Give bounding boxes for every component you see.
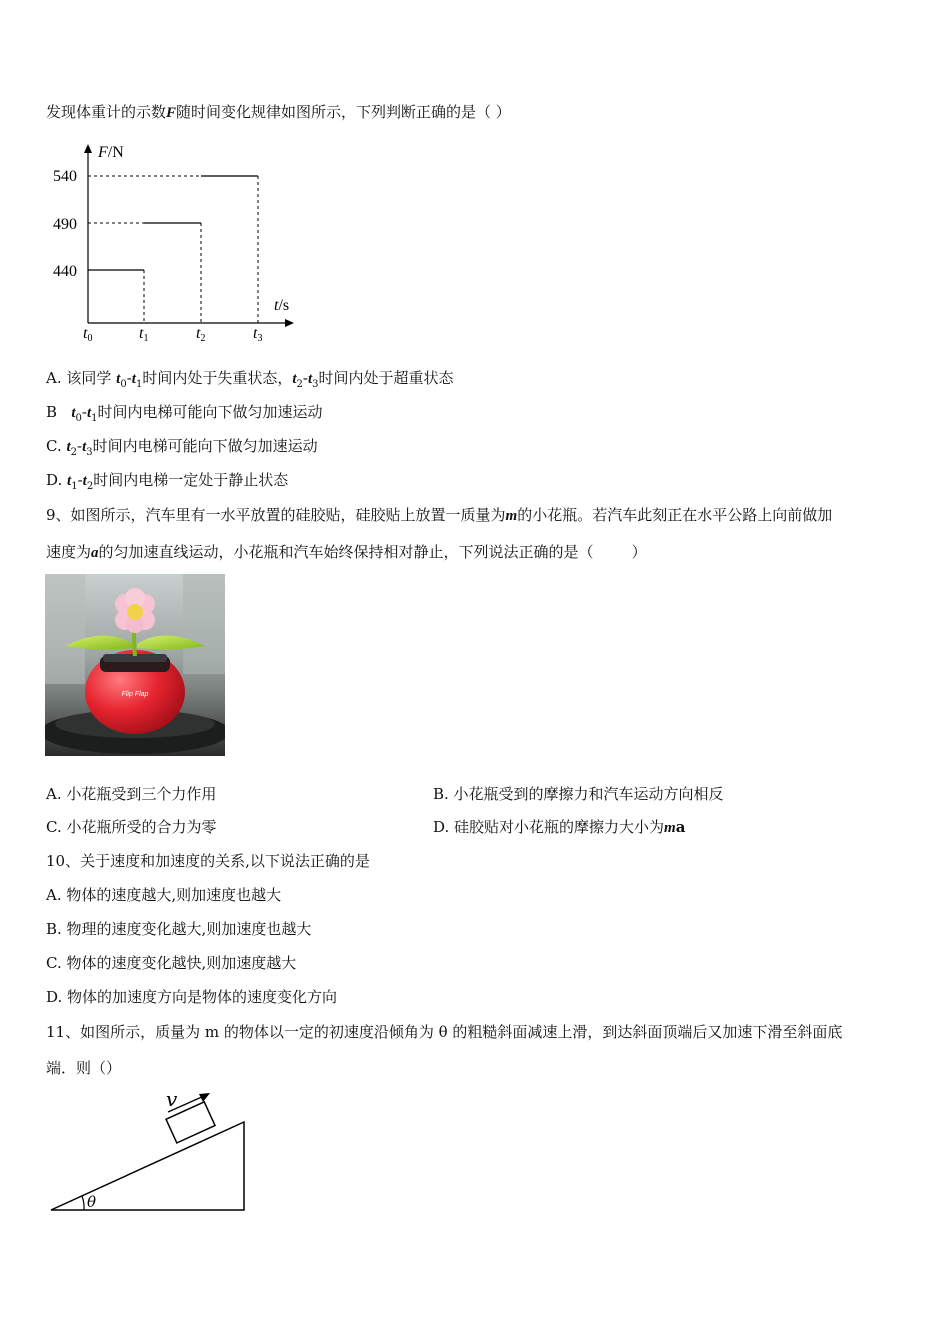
q9-stem-line2: 速度为a的匀加速直线运动，小花瓶和汽车始终保持相对静止，下列说法正确的是（ ） <box>46 543 647 561</box>
q8-stem-variable: F <box>166 105 177 121</box>
q9-stem-line1: 9、如图所示，汽车里有一水平放置的硅胶贴，硅胶贴上放置一质量为m的小花瓶。若汽车此刻正在水平公路上向前做加 <box>46 506 833 524</box>
q10-option-b[interactable]: B. 物理的速度变化越大,则加速度也越大 <box>46 920 312 938</box>
q9-option-c[interactable]: C. 小花瓶所受的合力为零 <box>46 818 217 836</box>
x-axis-label: t/s <box>274 297 290 314</box>
q10-option-d[interactable]: D. 物体的加速度方向是物体的速度变化方向 <box>46 988 338 1006</box>
force-time-graph <box>46 140 306 345</box>
q8-stem-text-b: 随时间变化规律如图所示，下列判断正确的是（ ） <box>176 103 511 121</box>
velocity-label: v <box>166 1088 178 1111</box>
q11-stem-line2: 端．则（） <box>46 1059 122 1077</box>
flower-pot-photo <box>45 574 225 756</box>
y-tick-490: 490 <box>53 216 77 233</box>
y-axis-arrow <box>84 144 92 153</box>
y-tick-440: 440 <box>53 263 77 280</box>
theta-label: θ <box>87 1193 97 1211</box>
x-tick-t0: t0 <box>83 325 93 344</box>
q10-option-c[interactable]: C. 物体的速度变化越快,则加速度越大 <box>46 954 297 972</box>
incline-triangle <box>51 1122 244 1210</box>
q8-stem <box>46 102 511 123</box>
q8-option-b[interactable]: B $t_0-t_1$时间内电梯可能向下做匀加速运动 <box>46 403 323 424</box>
q8-stem-text-a: 发现体重计的示数 <box>46 103 167 121</box>
x-tick-t2: t2 <box>196 325 206 344</box>
x-axis-arrow <box>285 319 294 327</box>
q8-option-d[interactable]: D. $t_1-t_2$时间内电梯一定处于静止状态 <box>46 471 289 492</box>
q8-option-c[interactable]: C. $t_2-t_3$时间内电梯可能向下做匀加速运动 <box>46 437 318 458</box>
pot-label: Flip Flap <box>121 691 149 698</box>
q9-option-b[interactable]: B. 小花瓶受到的摩擦力和汽车运动方向相反 <box>433 785 724 803</box>
q10-stem: 10、关于速度和加速度的关系,以下说法正确的是 <box>46 852 370 870</box>
q11-stem-line1: 11、如图所示，质量为 m 的物体以一定的初速度沿倾角为 θ 的粗糙斜面减速上滑，到达斜面顶端后又加速下滑至斜面底 <box>46 1023 843 1041</box>
q9-option-a[interactable]: A. 小花瓶受到三个力作用 <box>46 785 217 803</box>
angle-arc <box>82 1196 84 1210</box>
q8-option-a[interactable]: A. 该同学 $t_0-t_1$时间内处于失重状态，$t_2-t_3$时间内处于超重状态 <box>46 369 454 390</box>
graph-marks <box>88 176 258 323</box>
y-axis-label: F/N <box>98 144 124 161</box>
y-tick-540: 540 <box>53 168 77 185</box>
x-tick-t3: t3 <box>253 325 263 344</box>
q10-option-a[interactable]: A. 物体的速度越大,则加速度也越大 <box>46 886 282 904</box>
q9-option-d[interactable]: D. 硅胶贴对小花瓶的摩擦力大小为ma <box>433 818 686 836</box>
x-tick-t1: t1 <box>139 325 149 344</box>
incline-diagram <box>46 1088 256 1218</box>
